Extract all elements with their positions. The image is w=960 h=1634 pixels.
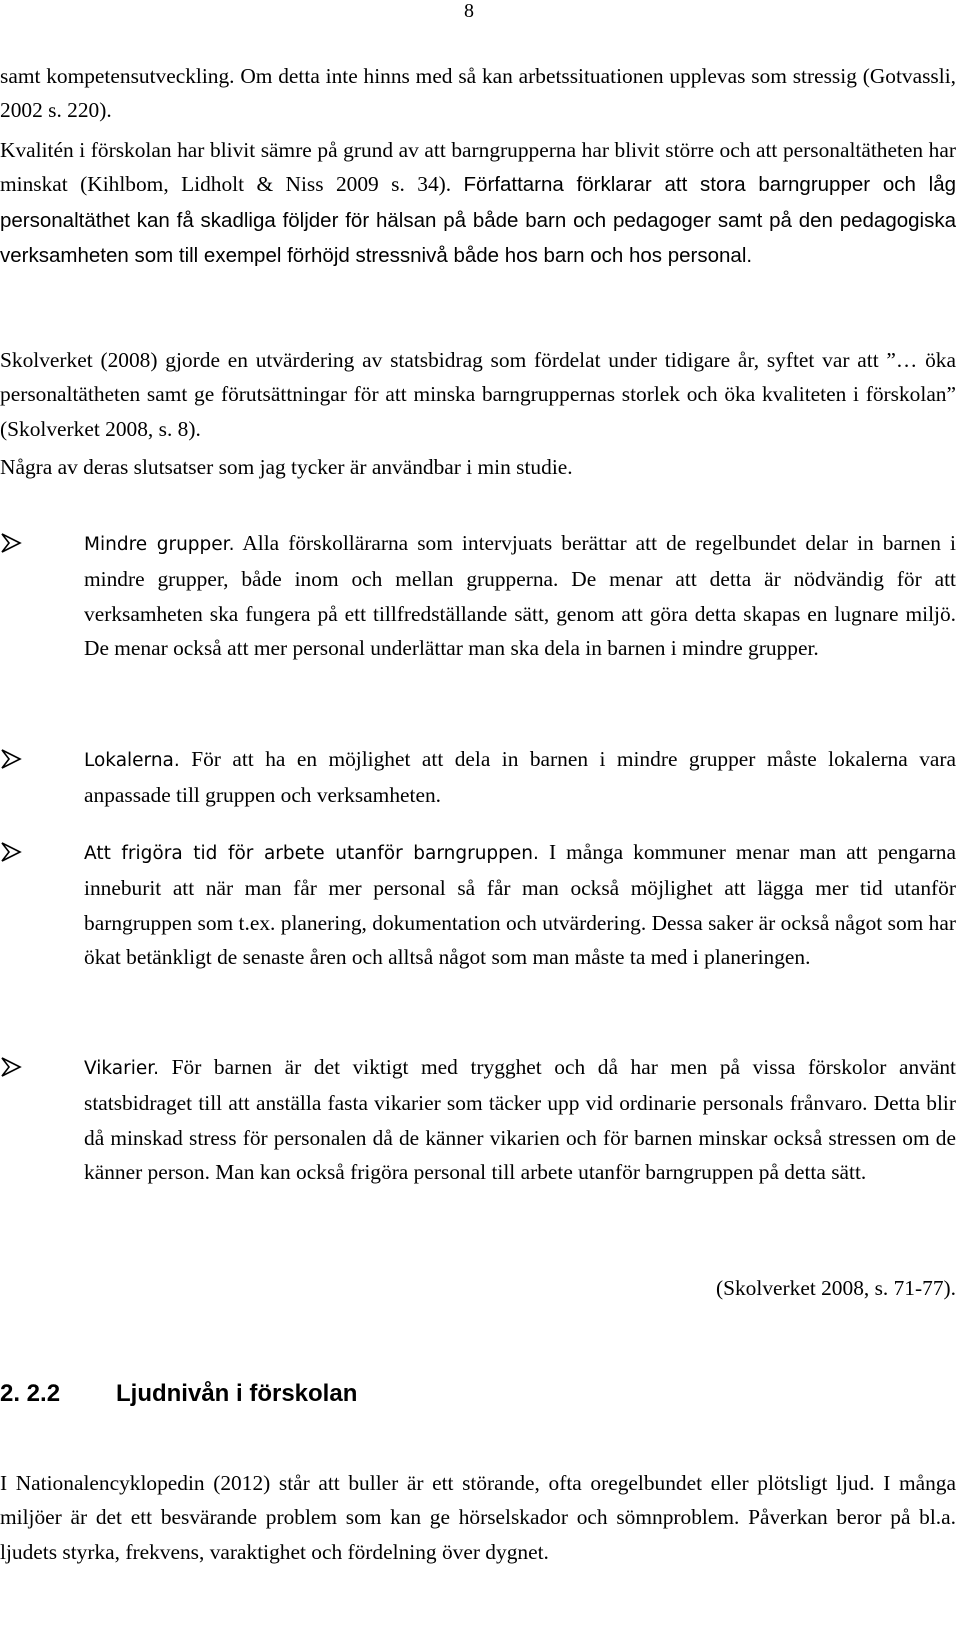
section-heading	[0, 1380, 357, 1408]
arrow-bullet-icon	[0, 842, 22, 862]
page-number: 8	[464, 0, 474, 22]
bullet-body: För att ha en möjlighet att dela in barnen i mindre grupper måste lokalerna vara anpassade till gruppen och verksamheten.	[84, 747, 956, 808]
bullet-item-mindre-grupper	[0, 526, 956, 665]
section-number: 2. 2.2	[0, 1380, 61, 1407]
paragraph-conclusions: Några av deras slutsatser som jag tycker är användbar i min studie.	[0, 455, 573, 479]
paragraph-skolverket: Skolverket (2008) gjorde en utvärdering av statsbidrag som fördelat under tidigare år, syftet var att ”… öka personaltätheten samt ge förutsättningar för att minska barngruppernas storlek och öka kvaliteten i förskolan” (Skolverket 2008, s. 8).	[0, 348, 956, 441]
bullet-heading: Att frigöra tid för arbete utanför barngruppen.	[84, 843, 539, 864]
citation: (Skolverket 2008, s. 71-77).	[715, 1276, 956, 1300]
arrow-bullet-icon	[0, 1057, 22, 1077]
paragraph-intro: samt kompetensutveckling. Om detta inte hinns med så kan arbetssituationen upplevas som stressig (Gotvassli, 2002 s. 220).	[0, 64, 956, 123]
paragraph-quality-part2: Författarna förklarar att stora barngrupper och låg personaltäthet kan få skadliga följder för hälsan på både barn och pedagoger samt på den pedagogiska verksamheten som till exempel förhöjd stressnivå både hos barn och hos personal.	[0, 173, 956, 267]
bullet-item-lokalerna	[0, 742, 956, 813]
bullet-heading: Vikarier.	[84, 1058, 160, 1079]
bullet-body: För barnen är det viktigt med trygghet och då har men på vissa förskolor använt statsbidraget till att anställa fasta vikarier som täcker upp vid ordinarie personals frånvaro. Detta blir då minskad stress för personalen då de känner vikarien och för barnen minskar också stressen om de känner person. Man kan också frigöra personal till arbete utanför barngruppen på detta sätt.	[84, 1055, 956, 1184]
paragraph-quality	[0, 133, 956, 273]
bullet-heading: Mindre grupper.	[84, 534, 235, 555]
bullet-heading: Lokalerna.	[84, 750, 180, 771]
bullet-body: I många kommuner menar man att pengarna inneburit att när man får mer personal så får man också möjlighet att lägga mer tid utanför barngruppen som t.ex. planering, dokumentation och utvärdering. Dessa saker är också något som har ökat betänkligt de senaste åren och alltså något som man måste ta med i planeringen.	[84, 840, 957, 969]
paragraph-quality-part1: Kvalitén i förskolan har blivit sämre på grund av att barngrupperna har blivit större och att personaltätheten har minskat (Kihlbom, Lidholt & Niss 2009 s. 34).	[0, 138, 956, 197]
arrow-bullet-icon	[0, 533, 22, 553]
section-title: Ljudnivån i förskolan	[116, 1380, 358, 1407]
paragraph-nationalencyklopedin: I Nationalencyklopedin (2012) står att buller är ett störande, ofta oregelbundet eller plötsligt ljud. I många miljöer är det ett besvärande problem som kan ge hörselskador och sömnproblem. Påverkan beror på bl.a. ljudets styrka, frekvens, varaktighet och fördelning över dygnet.	[0, 1471, 956, 1564]
bullet-item-vikarier	[0, 1050, 956, 1189]
arrow-bullet-icon	[0, 749, 22, 769]
bullet-item-frigora-tid	[0, 835, 956, 974]
bullet-body: Alla förskollärarna som intervjuats berättar att de regelbundet delar in barnen i mindre grupper, både inom och mellan grupperna. De menar att detta är nödvändig för att verksamheten ska fungera på ett tillfredställande sätt, genom att göra detta skapas en lugnare miljö. De menar också att mer personal underlättar man ska dela in barnen i mindre grupper.	[84, 531, 956, 660]
